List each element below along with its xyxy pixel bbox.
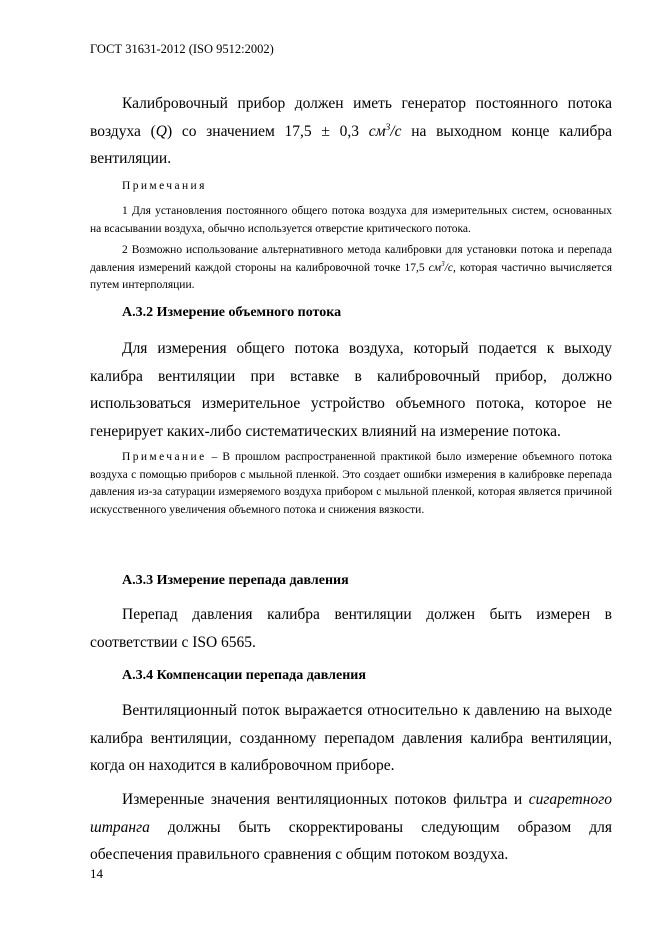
paragraph-volume-flow [90,335,612,445]
text-run: ) со значением 17,5 ± 0,3 [166,122,369,140]
italic-term: сигаретного штранга [90,791,612,836]
section-heading-a32: А.3.2 Измерение объемного потока [122,305,342,320]
page-number: 14 [90,866,103,881]
note-text: – В прошлом распространенной практикой было измерение объемного потока воздуха с помощью приборов с мыльной пленкой. Это создает ошибки измерения в калибровке перепада давления из-за сатурации измеряемого воздуха прибором с мыльной пленкой, которая является причиной искусственного увеличения объемного потока и снижения вязкости. [90,451,612,516]
note-label: Примечание [122,451,207,463]
unit-text: /с [444,261,453,274]
section-heading-a34: А.3.4 Компенсации перепада давления [122,668,366,683]
note-text: , которая частично вычисляется путем интерполяции. [90,261,612,291]
unit-text: см [368,122,386,140]
notes-title: Примечания [122,180,207,192]
unit-superscript: 3 [441,259,445,268]
text-run: Калибровочный прибор должен иметь генератор постоянного потока воздуха ( [90,95,612,140]
document-header: ГОСТ 31631-2012 (ISO 9512:2002) [90,42,274,56]
note-1 [90,203,612,238]
unit-text: см [428,261,442,274]
text-run: должны быть скорректированы следующим образом для обеспечения правильного сравнения с общим потоком воздуха. [90,818,612,863]
text-run: Перепад давления калибра вентиляции должен быть измерен в соответствии с ISO 6565. [90,606,612,651]
symbol-q: Q [155,122,167,140]
paragraph-measured-values [90,786,612,869]
note-text: 2 Возможно использование альтернативного метода калибровки для установки потока и перепада давления измерений каждой стороны на калибровочной точке 17,5 [90,244,612,274]
text-run: на выходном конце калибра вентиляции. [90,122,612,167]
unit-superscript: 3 [385,121,391,133]
paragraph-pressure-drop [90,601,612,656]
text-run: Для измерения общего потока воздуха, который подается к выходу калибра вентиляции при вставке в калибровочный прибор, должно использоваться измерительное устройство объемного потока, которое не генерирует каких-либо систематических влияний на измерение потока. [90,340,612,440]
section-heading-a33: А.3.3 Измерение перепада давления [122,573,349,588]
note-2 [90,242,612,295]
unit-text: /с [390,122,402,140]
note-text: 1 Для установления постоянного общего потока воздуха для измерительных систем, основанных на всасывании воздуха, обычно используется отверстие критического потока. [90,205,612,235]
paragraph-ventilation-flow [90,697,612,780]
paragraph-calibration-generator [90,90,612,173]
note-soap-film [90,449,612,519]
text-run: Измеренные значения вентиляционных потоков фильтра и [122,791,529,808]
text-run: Вентиляционный поток выражается относительно к давлению на выходе калибра вентиляции, созданному перепадом давления калибра вентиляции, когда он находится в калибровочном приборе. [90,702,612,774]
